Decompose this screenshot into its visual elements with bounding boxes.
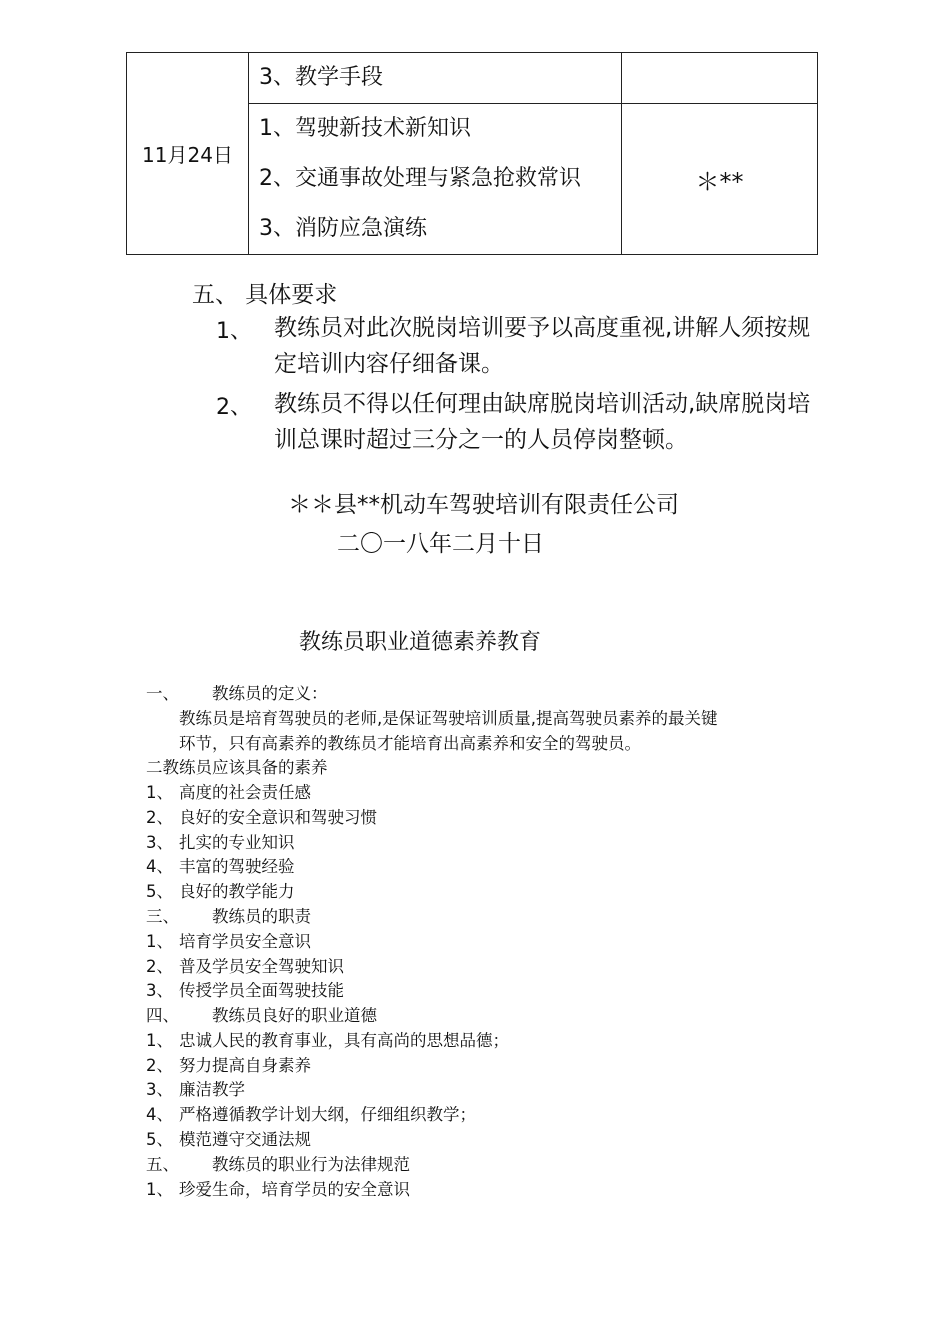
date-cell <box>127 53 249 255</box>
list-number: 2、 <box>146 808 173 827</box>
section-title: 教练员的职业行为法律规范 <box>212 1155 410 1174</box>
requirement-text: 教练员对此次脱岗培训要予以高度重视,讲解人须按规定培训内容仔细备课。 <box>274 315 811 377</box>
article-title: 教练员职业道德素养教育 <box>299 630 542 655</box>
company-name: ＊＊县**机动车驾驶培训有限责任公司 <box>288 492 679 518</box>
paragraph-line: 环节，只有高素养的教练员才能培育出高素养和安全的驾驶员。 <box>179 734 641 753</box>
list-item: 模范遵守交通法规 <box>179 1130 311 1149</box>
list-item: 忠诚人民的教育事业，具有高尚的思想品德； <box>179 1031 509 1050</box>
content-item: 3、教学手段 <box>259 65 383 90</box>
date-text: 11月24日 <box>142 143 233 167</box>
list-number: 4、 <box>146 1105 173 1124</box>
list-number: 1、 <box>146 932 173 951</box>
list-number: 5、 <box>146 1130 173 1149</box>
content-item: 3、消防应急演练 <box>259 216 427 241</box>
content-item: 2、交通事故处理与紧急抢救常识 <box>259 166 581 191</box>
signature-date: 二〇一八年二月十日 <box>337 531 544 557</box>
list-item: 普及学员安全驾驶知识 <box>179 957 344 976</box>
requirement-text: 教练员不得以任何理由缺席脱岗培训活动,缺席脱岗培训总课时超过三分之一的人员停岗整顿。 <box>274 391 811 453</box>
requirements-heading: 五、 具体要求 <box>192 282 338 308</box>
section-title: 教练员良好的职业道德 <box>212 1006 377 1025</box>
teacher-cell <box>622 53 818 104</box>
list-number: 3、 <box>146 1080 173 1099</box>
section-number: 五、 <box>146 1155 179 1174</box>
content-cell <box>249 53 622 104</box>
list-number: 1、 <box>146 1180 173 1199</box>
list-item: 努力提高自身素养 <box>179 1056 311 1075</box>
list-item: 良好的教学能力 <box>179 882 295 901</box>
list-item: 廉洁教学 <box>179 1080 245 1099</box>
table-row <box>127 53 818 104</box>
teacher-cell <box>622 104 818 255</box>
list-number: 2、 <box>146 1056 173 1075</box>
list-item: 传授学员全面驾驶技能 <box>179 981 344 1000</box>
section-title: 二教练员应该具备的素养 <box>146 758 328 777</box>
list-item: 培育学员安全意识 <box>179 932 311 951</box>
requirement-number: 1、 <box>216 319 252 344</box>
list-item: 丰富的驾驶经验 <box>179 857 295 876</box>
list-number: 2、 <box>146 957 173 976</box>
list-item: 高度的社会责任感 <box>179 783 311 802</box>
list-number: 1、 <box>146 783 173 802</box>
schedule-table <box>126 52 818 255</box>
section-title: 教练员的职责 <box>212 907 311 926</box>
list-number: 3、 <box>146 981 173 1000</box>
paragraph-line: 教练员是培育驾驶员的老师,是保证驾驶培训质量,提高驾驶员素养的最关键 <box>179 709 718 728</box>
content-cell <box>249 104 622 255</box>
section-number: 一、 <box>146 684 179 703</box>
list-number: 5、 <box>146 882 173 901</box>
section-title: 教练员的定义： <box>212 684 328 703</box>
section-number: 三、 <box>146 907 179 926</box>
list-item: 扎实的专业知识 <box>179 833 295 852</box>
list-number: 3、 <box>146 833 173 852</box>
list-item: 珍爱生命，培育学员的安全意识 <box>179 1180 410 1199</box>
content-item: 1、驾驶新技术新知识 <box>259 116 471 141</box>
section-number: 四、 <box>146 1006 179 1025</box>
requirement-number: 2、 <box>216 395 252 420</box>
list-number: 4、 <box>146 857 173 876</box>
list-number: 1、 <box>146 1031 173 1050</box>
list-item: 严格遵循教学计划大纲，仔细组织教学； <box>179 1105 476 1124</box>
list-item: 良好的安全意识和驾驶习惯 <box>179 808 377 827</box>
teacher-text: ＊** <box>695 167 744 196</box>
